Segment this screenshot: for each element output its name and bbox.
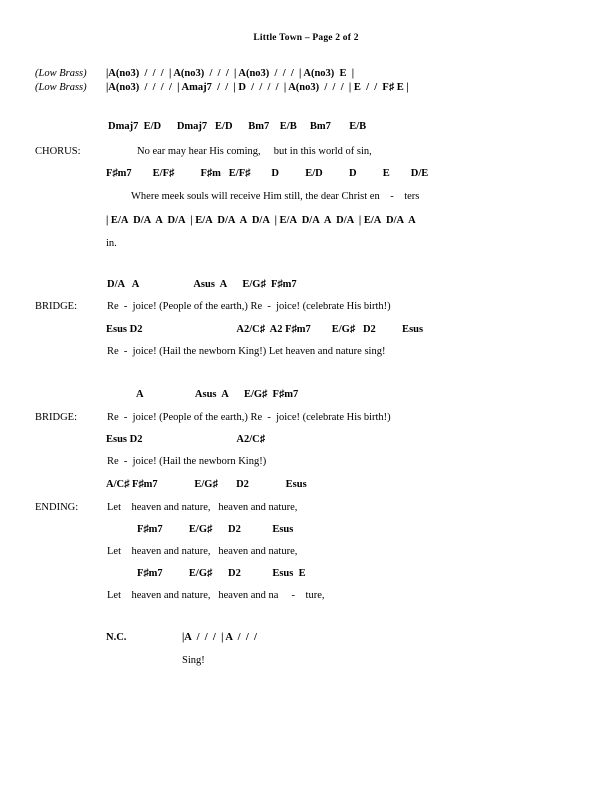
bridge2-chord-line-2: Esus D2 A2/C♯ [106,434,265,445]
chorus-lyric-line-2: Where meek souls will receive Him still, the dear Christ en - ters [131,191,420,202]
bridge1-lyric-line-1: Re - joice! (People of the earth,) Re - joice! (celebrate His birth!) [107,301,391,312]
bridge2-chord-line-1: A Asus A E/G♯ F♯m7 [136,389,299,400]
bridge1-chord-line-2: Esus D2 A2/C♯ A2 F♯m7 E/G♯ D2 Esus [106,324,424,335]
outro-label: N.C. [106,632,127,643]
bridge1-chord-line-1: D/A A Asus A E/G♯ F♯m7 [107,279,297,290]
bridge2-lyric-line-2: Re - joice! (Hail the newborn King!) [107,456,267,467]
bridge2-lyric-line-1: Re - joice! (People of the earth,) Re - joice! (celebrate His birth!) [107,412,391,423]
intro-line2-chords: |A(no3) / / / / | Amaj7 / / | D / / / / | A(no3) / / / | E / / F♯ E | [106,82,409,93]
ending-lyric-line-3: Let heaven and nature, heaven and na - ture, [107,590,325,601]
outro-lyric: Sing! [182,655,205,666]
bridge2-label: BRIDGE: [35,412,77,423]
intro-line1-label: (Low Brass) [35,68,87,79]
ending-lyric-line-2: Let heaven and nature, heaven and nature, [107,546,298,557]
intro-line2-label: (Low Brass) [35,82,87,93]
chorus-label: CHORUS: [35,146,81,157]
chorus-chord-line-2: F♯m7 E/F♯ F♯m E/F♯ D E/D D E D/E [106,168,429,179]
ending-label: ENDING: [35,502,79,513]
ending-chord-line-2: F♯m7 E/G♯ D2 Esus [137,524,294,535]
ending-chord-line-3: F♯m7 E/G♯ D2 Esus E [137,568,306,579]
chorus-lyric-line-1: No ear may hear His coming, but in this world of sin, [137,146,372,157]
bridge1-lyric-line-2: Re - joice! (Hail the newborn King!) Let heaven and nature sing! [107,346,386,357]
chorus-chord-line-1: Dmaj7 E/D Dmaj7 E/D Bm7 E/B Bm7 E/B [108,121,367,132]
page-title: Little Town – Page 2 of 2 [253,33,359,43]
outro-chords: |A / / / | A / / / [182,632,257,643]
intro-line1-chords: |A(no3) / / / | A(no3) / / / | A(no3) / / / | A(no3) E | [106,68,355,79]
ending-lyric-line-1: Let heaven and nature, heaven and nature, [107,502,298,513]
chorus-chord-line-3: | E/A D/A A D/A | E/A D/A A D/A | E/A D/A A D/A | E/A D/A A [106,215,416,226]
chorus-lyric-line-3: in. [106,238,117,249]
ending-chord-line-1: A/C♯ F♯m7 E/G♯ D2 Esus [106,479,307,490]
bridge1-label: BRIDGE: [35,301,77,312]
